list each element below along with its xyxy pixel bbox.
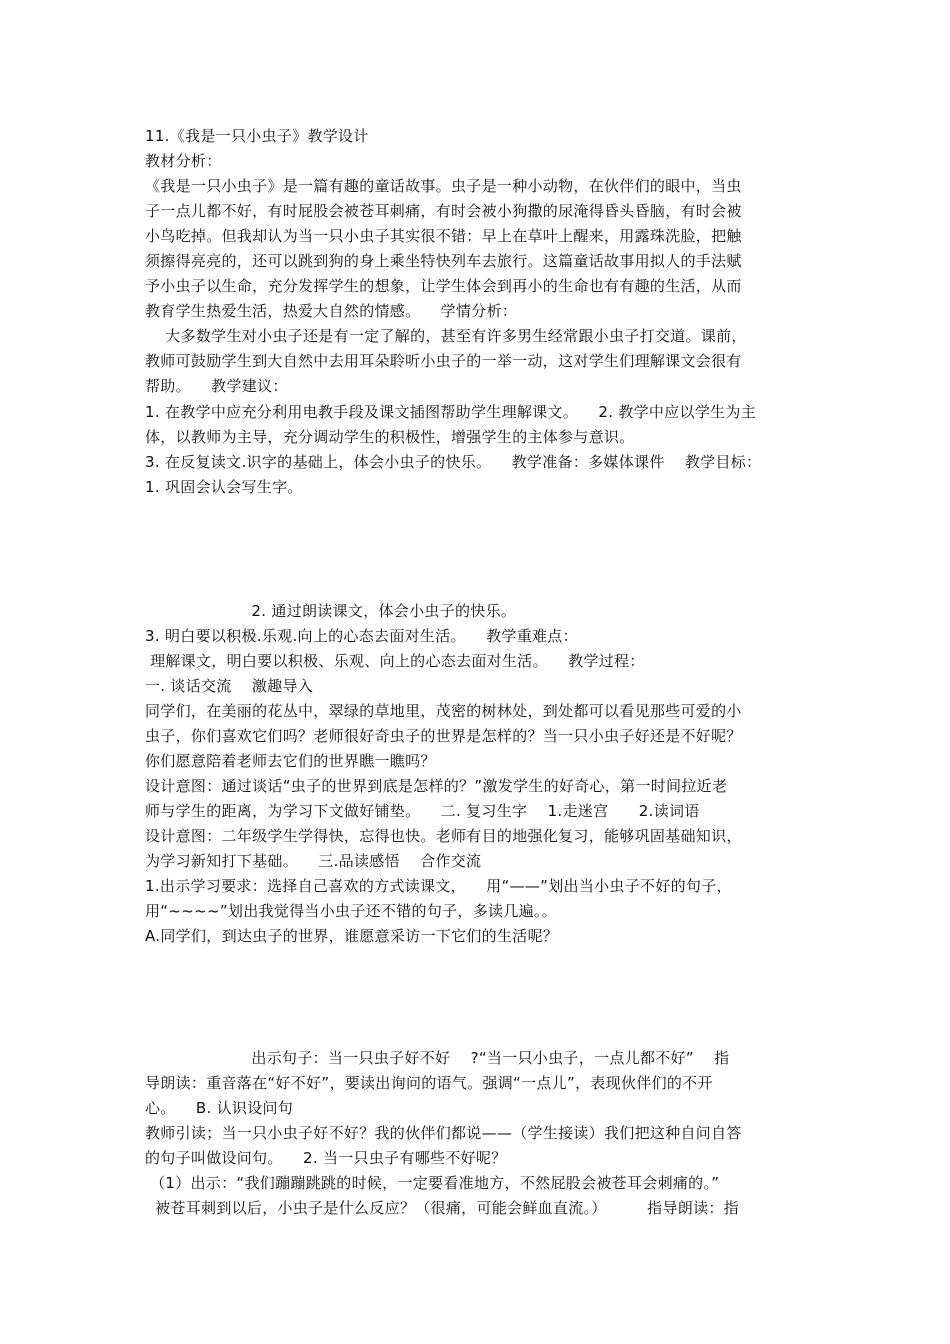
paragraph-line: 大多数学生对小虫子还是有一定了解的，甚至有许多男生经常跟小虫子打交道。课前， xyxy=(145,327,747,345)
document-title: 11.《我是一只小虫子》教学设计 xyxy=(145,127,369,145)
paragraph-line: 帮助。 教学建议： xyxy=(145,377,288,395)
paragraph-line: 出示句子：当一只虫子好不好 ?“当一只小虫子，一点儿都不好” 指 xyxy=(145,1049,730,1067)
paragraph-line: 用“~~~~”划出我觉得当小虫子还不错的句子，多读几遍。。 xyxy=(145,902,558,920)
paragraph-line: 1.出示学习要求：选择自己喜欢的方式读课文， 用“——”划出当小虫子不好的句子， xyxy=(145,877,732,895)
paragraph-line: 你们愿意陪着老师去它们的世界瞧一瞧吗？ xyxy=(145,752,436,770)
paragraph-line: 理解课文，明白要以积极、乐观、向上的心态去面对生活。 教学过程： xyxy=(145,652,645,670)
paragraph-line: 心。 B. 认识设问句 xyxy=(145,1099,294,1117)
paragraph-line: 予小虫子以生命，充分发挥学生的想象，让学生体会到再小的生命也有有趣的生活，从而 xyxy=(145,277,742,295)
paragraph-line: 须擦得亮亮的，还可以跳到狗的身上乘坐特快列车去旅行。这篇童话故事用拟人的手法赋 xyxy=(145,252,742,270)
paragraph-line: 1. 在教学中应充分利用电教手段及课文插图帮助学生理解课文。 2. 教学中应以学生为主 xyxy=(145,403,757,421)
paragraph-line: 教师引读；当一只小虫子好不好？我的伙伴们都说——（学生接读）我们把这种自问自答 xyxy=(145,1124,742,1142)
paragraph-line: 3. 在反复读文.识字的基础上，体会小虫子的快乐。 教学准备：多媒体课件 教学目标： xyxy=(145,453,762,471)
paragraph-line: A.同学们，到达虫子的世界，谁愿意采访一下它们的生活呢？ xyxy=(145,927,559,945)
paragraph-line: （1）出示：“我们蹦蹦跳跳的时候，一定要看准地方，不然屁股会被苍耳会刺痛的。” xyxy=(145,1174,720,1192)
paragraph-line: 《我是一只小虫子》是一篇有趣的童话故事。虫子是一种小动物，在伙伴们的眼中，当虫 xyxy=(145,177,742,195)
paragraph-line: 1. 巩固会认会写生字。 xyxy=(145,478,303,496)
paragraph-line: 3. 明白要以积极.乐观.向上的心态去面对生活。 教学重难点： xyxy=(145,627,578,645)
paragraph-line: 教育学生热爱生活，热爱大自然的情感。 学情分析： xyxy=(145,302,518,320)
paragraph-line: 导朗读：重音落在“好不好”，要读出询问的语气。强调“一点儿”，表现伙伴们的不开 xyxy=(145,1074,713,1092)
paragraph-line: 为学习新知打下基础。 三.品读感悟 合作交流 xyxy=(145,852,482,870)
paragraph-line: 体，以教师为主导，充分调动学生的积极性，增强学生的主体参与意识。 xyxy=(145,428,635,446)
paragraph-line: 虫子，你们喜欢它们吗？老师很好奇虫子的世界是怎样的？当一只小虫子好还是不好呢？ xyxy=(145,727,742,745)
paragraph-line: 设计意图：通过谈话“虫子的世界到底是怎样的？”激发学生的好奇心，第一时间拉近老 xyxy=(145,777,728,795)
paragraph-line: 子一点儿都不好，有时屁股会被苍耳刺痛，有时会被小狗撒的尿淹得昏头昏脑，有时会被 xyxy=(145,202,742,220)
paragraph-line: 被苍耳刺到以后，小虫子是什么反应？（很痛，可能会鲜血直流。） 指导朗读：指 xyxy=(145,1199,739,1217)
paragraph-line: 同学们，在美丽的花丛中，翠绿的草地里，茂密的树林处，到处都可以看见那些可爱的小 xyxy=(145,702,742,720)
section-heading: 一. 谈话交流 激趣导入 xyxy=(145,677,314,695)
paragraph-line: 师与学生的距离，为学习下文做好铺垫。 二. 复习生字 1.走迷宫 2.读词语 xyxy=(145,802,700,820)
paragraph-line: 小鸟吃掉。但我却认为当一只小虫子其实很不错：早上在草叶上醒来，用露珠洗脸，把触 xyxy=(145,227,742,245)
paragraph-line: 教师可鼓励学生到大自然中去用耳朵聆听小虫子的一举一动，这对学生们理解课文会很有 xyxy=(145,352,742,370)
paragraph-line: 设计意图：二年级学生学得快，忘得也快。老师有目的地强化复习，能够巩固基础知识， xyxy=(145,827,742,845)
paragraph-line: 2. 通过朗读课文，体会小虫子的快乐。 xyxy=(145,602,517,620)
section-heading: 教材分析： xyxy=(145,152,222,170)
paragraph-line: 的句子叫做设问句。 2. 当一只虫子有哪些不好呢？ xyxy=(145,1149,507,1167)
